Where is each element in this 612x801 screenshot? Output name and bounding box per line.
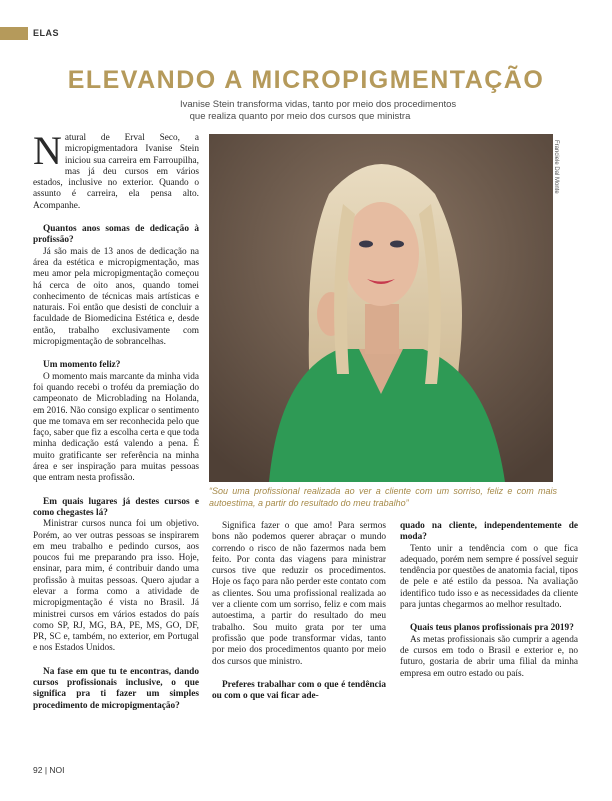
question-3: Em quais lugares já destes cursos e como chegastes lá?	[33, 496, 199, 518]
question-6: Quais teus planos profissionais pra 2019?	[410, 623, 574, 634]
photo-credit: Franciele Dal Monte	[553, 140, 559, 194]
answer-6: As metas profissionais são cumprir a agenda de cursos em todo o Brasil e exterior e, no futuro, gostaria de abrir uma filial da minha empresa em outro estado ou país.	[400, 634, 578, 679]
portrait-illustration	[209, 134, 553, 482]
intro-paragraph	[33, 128, 199, 212]
article-subtitle	[180, 99, 457, 123]
subtitle-line: Ivanise Stein transforma vidas, tanto por meio dos procedimentos	[180, 99, 457, 110]
photo-caption: “Sou uma profissional realizada ao ver a cliente com um sorriso, feliz e com mais autoestima, a partir do resultado do meu trabalho”	[209, 486, 557, 508]
answer-1: Já são mais de 13 anos de dedicação na área da estética e micropigmentação, mas meu amor pela micropigmentação começou há cerca de oito anos, quando tomei conhecimento de técnicas mais artísticas e naturais. Foi então que desisti de concluir a faculdade de Biomedicina Estética e, desde então, trabalho exclusivamente com micropigmentação de sobrancelhas.	[33, 246, 199, 348]
intro-text: atural de Erval Seco, a micropigmentadora Ivanise Stein iniciou sua carreira em Farroupilha, mas já deu cursos em vários estados, inclusive no exterior. Quando o assunto é carreira, ela pensa alto. Acompanhe.	[33, 133, 199, 211]
subtitle-line: que realiza quanto por meio dos cursos que ministra	[189, 111, 411, 122]
answer-2: O momento mais marcante da minha vida foi quando recebi o troféu da premiação do campeonato de Microblading na Holanda, em 2016. Não consigo explicar o sentimento que me tomava em ser reconhecida pelo que faço, saber que fiz a escolha certa e que toda minha dedicação está valendo a pena. É muito gratificante ser referência na minha área e ser inspiração para muitas pessoas que entram nesta profissão.	[33, 371, 200, 484]
question-5-start: Preferes trabalhar com o que é tendência ou com o que vai ficar ade-	[212, 679, 386, 702]
question-2: Um momento feliz?	[43, 360, 121, 371]
article-column-1	[33, 128, 200, 712]
article-title: ELEVANDO A MICROPIGMENTAÇÃO	[67, 66, 545, 94]
question-5-end: quado na cliente, independentemente de moda?	[400, 521, 578, 543]
question-1: Quantos anos somas de dedicação à profissão?	[33, 224, 199, 246]
section-label: ELAS	[33, 28, 60, 38]
section-color-bar	[0, 27, 28, 40]
question-4: Na fase em que tu te encontras, dando cursos profissionais inclusive, o que significa pra ti fazer um simples procedimento de micropigmentação?	[33, 666, 199, 711]
page-footer: 92 | NOI	[33, 765, 65, 775]
article-column-2	[212, 521, 386, 702]
answer-3: Ministrar cursos nunca foi um objetivo. Porém, ao ver outras pessoas se inspirarem em meu trabalho e pedindo cursos, aos poucos fui me preparando pra isso. Hoje, ensinar, para mim, é contribuir dando uma profissão à muitas pessoas. Quero ajudar a elevar a forma como a atividade de micropigmentação é vista no Brasil. Já ministrei cursos em vários estados do país como SP, RJ, MG, BA, PE, MS, GO, DF, PR, SC e, também, no exterior, em Portugal e nos Estados Unidos.	[33, 519, 199, 654]
drop-cap: N	[33, 128, 62, 173]
answer-5: Tento unir a tendência com o que fica adequado, porém nem sempre é possível seguir tendência por questões de anatomia facial, tipos de pele e até estilo da pessoa. Na avaliação identifico tudo isso e as necessidades da cliente para juntas chegarmos ao melhor resultado.	[400, 543, 578, 611]
answer-4: Significa fazer o que amo! Para sermos bons não podemos querer abraçar o mundo correndo o risco de não fazermos nada bem feito. Por conta das viagens para ministrar cursos tive que reduzir os procedimentos. Hoje os faço para não perder este contato com as clientes. Sou uma profissional realizada ao ver a cliente com um sorriso, feliz e com mais autoestima, a partir do resultado do meu trabalho. Sou muito grata por ter uma profissão que pode transformar vidas, tanto por meio dos procedimentos quanto por meio dos cursos que ministro.	[212, 521, 386, 667]
article-column-3	[400, 521, 578, 680]
portrait-photo	[209, 134, 553, 482]
